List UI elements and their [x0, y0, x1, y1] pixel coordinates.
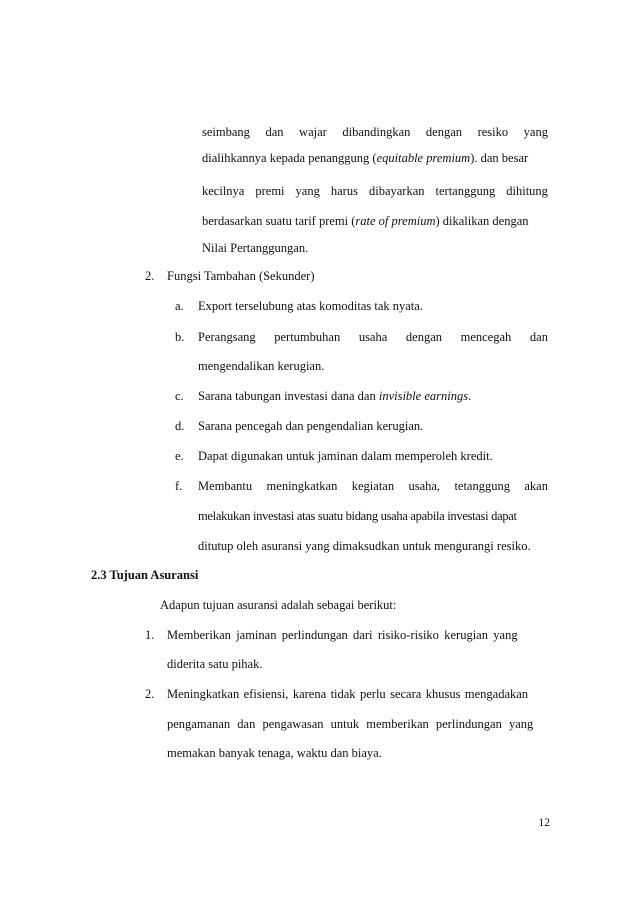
sub-list-item-e: Dapat digunakan untuk jaminan dalam memperoleh kredit. [198, 449, 493, 463]
list-number: 1. [145, 628, 155, 642]
word: dibayarkan [368, 184, 425, 198]
text-before: berdasarkan suatu tarif premi ( [202, 214, 356, 228]
word: dan [265, 125, 284, 139]
paragraph-line-2 [202, 150, 548, 166]
sub-list-item-b-line-1 [198, 329, 548, 345]
sub-list-letter: e. [175, 449, 184, 463]
word: seimbang [202, 125, 250, 139]
sub-list-item-a: Export terselubung atas komoditas tak nyata. [198, 299, 423, 313]
sub-list-letter: d. [175, 419, 185, 433]
word: kegiatan [351, 479, 395, 493]
word: meningkatkan [266, 479, 338, 493]
page-number: 12 [538, 817, 550, 829]
goal-2-line-3: memakan banyak tenaga, waktu dan biaya. [167, 746, 382, 760]
word: harus [330, 184, 358, 198]
word: tertanggung [435, 184, 496, 198]
word: dengan [425, 125, 463, 139]
text-after: ) dikalikan dengan [435, 214, 529, 228]
word: tetanggung [454, 479, 510, 493]
sub-list-item-f-line-3: ditutup oleh asuransi yang dimaksudkan untuk mengurangi resiko. [198, 539, 531, 553]
list-item-title: Fungsi Tambahan (Sekunder) [167, 269, 315, 283]
word: dengan [405, 330, 442, 344]
paragraph-line-1 [202, 124, 548, 140]
word: kecilnya [202, 184, 245, 198]
word: resiko [477, 125, 509, 139]
word: wajar [299, 125, 327, 139]
goal-2-line-1: Meningkatkan efisiensi, karena tidak perlu secara khusus mengadakan [167, 687, 529, 701]
text-after: . [468, 389, 472, 403]
sub-list-item-b-line-2: mengendalikan kerugian. [198, 359, 325, 373]
italic-term: rate of premium [355, 214, 436, 228]
word: usaha, [408, 479, 441, 493]
list-number: 2. [145, 687, 155, 701]
word: mencegah [460, 330, 512, 344]
section-intro: Adapun tujuan asuransi adalah sebagai berikut: [160, 598, 397, 612]
word: dihitung [506, 184, 548, 198]
sub-list-item-c [198, 388, 471, 404]
sub-list-item-f-line-1 [198, 478, 548, 494]
goal-1-line-1: Memberikan jaminan perlindungan dari risiko-risiko kerugian yang [167, 628, 518, 642]
word: akan [524, 479, 548, 493]
word: yang [295, 184, 320, 198]
list-number: 2. [145, 269, 155, 283]
paragraph-line-5: Nilai Pertanggungan. [202, 241, 309, 255]
sub-list-item-f-line-2: melakukan investasi atas suatu bidang usaha apabila investasi dapat [198, 509, 517, 523]
word: usaha [358, 330, 388, 344]
italic-term: equitable premium [376, 151, 471, 165]
text-before: dialihkannya kepada penanggung ( [202, 151, 377, 165]
word: Perangsang [198, 330, 256, 344]
word: premi [255, 184, 285, 198]
word: dibandingkan [342, 125, 411, 139]
sub-list-letter: f. [175, 479, 183, 493]
sub-list-item-d: Sarana pencegah dan pengendalian kerugian. [198, 419, 424, 433]
word: yang [523, 125, 548, 139]
text-segment [202, 150, 528, 166]
word: pertumbuhan [274, 330, 341, 344]
italic-term: invisible earnings [378, 389, 469, 403]
section-heading: 2.3 Tujuan Asuransi [91, 568, 199, 582]
word: dan [529, 330, 548, 344]
text-before: Sarana tabungan investasi dana dan [198, 389, 379, 403]
text-after: ). dan besar [470, 151, 529, 165]
word: Membantu [198, 479, 253, 493]
sub-list-letter: b. [175, 330, 185, 344]
sub-list-letter: a. [175, 299, 184, 313]
sub-list-letter: c. [175, 389, 184, 403]
goal-2-line-2: pengamanan dan pengawasan untuk memberikan perlindungan yang [167, 717, 534, 731]
goal-1-line-2: diderita satu pihak. [167, 657, 263, 671]
paragraph-line-3 [202, 183, 548, 199]
paragraph-line-4 [202, 213, 529, 229]
